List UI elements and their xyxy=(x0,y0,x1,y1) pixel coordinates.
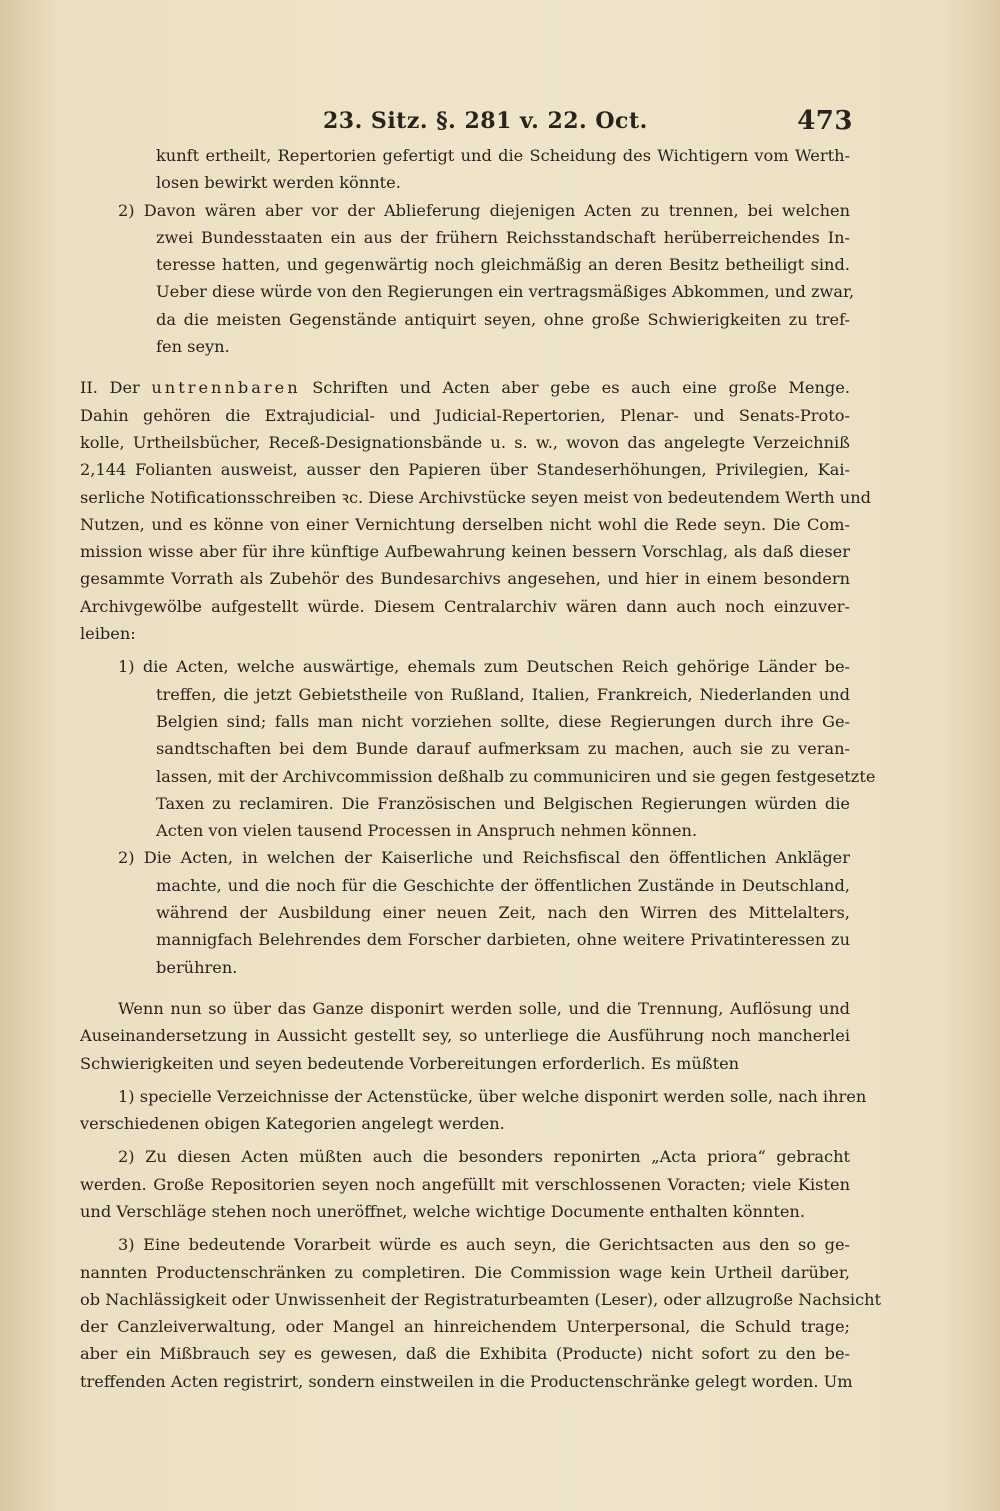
text-line: werden. Große Repositorien seyen noch angefüllt mit verschlossenen Voracten; viele Kisten xyxy=(80,1174,850,1194)
item-number: 1) xyxy=(118,657,135,677)
text-line: 2,144 Folianten ausweist, ausser den Papieren über Standeserhöhungen, Privilegien, Kai- xyxy=(80,460,850,480)
text-line: Wenn nun so über das Ganze disponirt werden solle, und die Trennung, Auflösung und xyxy=(118,998,850,1018)
point-2 xyxy=(80,1143,850,1225)
item-number: 2) xyxy=(118,200,135,220)
item-2 xyxy=(118,197,855,361)
section-lead: Der xyxy=(109,378,140,398)
text-line xyxy=(118,197,850,224)
text-line: der Canzleiverwaltung, oder Mangel an hinreichendem Unterpersonal, die Schuld trage; xyxy=(80,1317,850,1337)
text-line: losen bewirkt werden könnte. xyxy=(156,173,401,193)
text-line: Schwierigkeiten und seyen bedeutende Vorbereitungen erforderlich. Es müßten xyxy=(80,1053,740,1073)
text-line: kolle, Urtheilsbücher, Receß-Designationsbände u. s. w., wovon das angelegte Verzeichniß xyxy=(80,432,850,452)
item-number: 2) xyxy=(118,848,135,868)
point-1 xyxy=(80,1083,867,1138)
point-3 xyxy=(80,1231,882,1395)
text-line xyxy=(80,374,850,401)
text-line: nannten Productenschränken zu completiren. Die Commission wage kein Urtheil darüber, xyxy=(80,1262,850,1282)
text-line: 2) Zu diesen Acten müßten auch die besonders reponirten „Acta priora“ gebracht xyxy=(118,1147,850,1167)
text-line: ob Nachlässigkeit oder Unwissenheit der Registraturbeamten (Leser), oder allzugroße Nachsicht xyxy=(80,1289,882,1309)
item-first-line: Davon wären aber vor der Ablieferung diejenigen Acten zu trennen, bei welchen xyxy=(143,200,850,220)
text-line: sandtschaften bei dem Bunde darauf aufmerksam zu machen, auch sie zu veran- xyxy=(156,739,850,759)
page-header xyxy=(118,102,853,142)
text-line: gesammte Vorrath als Zubehör des Bundesarchivs angesehen, und hier in einem besondern xyxy=(80,569,850,589)
text-line: kunft ertheilt, Repertorien gefertigt und die Scheidung des Wichtigern vom Werth- xyxy=(156,146,850,165)
text-line: mission wisse aber für ihre künftige Aufbewahrung keinen bessern Vorschlag, als daß dieser xyxy=(80,542,850,562)
text-line: 3) Eine bedeutende Vorarbeit würde es auch seyn, die Gerichtsacten aus den so ge- xyxy=(118,1235,850,1255)
sub-item-2 xyxy=(118,844,850,980)
section-2 xyxy=(80,374,872,647)
item-first-line: die Acten, welche auswärtige, ehemals zum Deutschen Reich gehörige Länder be- xyxy=(142,657,850,677)
text-line: da die meisten Gegenstände antiquirt seyen, ohne große Schwierigkeiten zu tref- xyxy=(156,309,850,329)
text-line: fen seyn. xyxy=(156,337,230,357)
item-first-line: Die Acten, in welchen der Kaiserliche und Reichsfiscal den öffentlichen Ankläger xyxy=(143,848,850,868)
text-line: und Verschläge stehen noch uneröffnet, welche wichtige Documente enthalten könnten. xyxy=(80,1201,805,1221)
text-line: Archivgewölbe aufgestellt würde. Diesem Centralarchiv wären dann auch noch einzuver- xyxy=(80,596,850,616)
text-line: treffenden Acten registrirt, sondern einstweilen in die Productenschränke gelegt worden. Um xyxy=(80,1371,853,1391)
text-line: Auseinandersetzung in Aussicht gestellt sey, so unterliege die Ausführung noch mancherlei xyxy=(80,1026,850,1046)
text-line: lassen, mit der Archivcommission deßhalb zu communiciren und sie gegen festgesetzte xyxy=(156,766,876,786)
text-line: aber ein Mißbrauch sey es gewesen, daß die Exhibita (Producte) nicht sofort zu den be- xyxy=(80,1344,850,1364)
text-line: mannigfach Belehrendes dem Forscher darbieten, ohne weitere Privatinteressen zu xyxy=(156,930,850,950)
text-line: Belgien sind; falls man nicht vorziehen sollte, diese Regierungen durch ihre Ge- xyxy=(156,711,850,731)
text-line: leiben: xyxy=(80,624,136,644)
text-line: berühren. xyxy=(156,957,238,977)
text-line: Dahin gehören die Extrajudicial- und Judicial-Repertorien, Plenar- und Senats-Proto- xyxy=(80,405,850,425)
text-line: machte, und die noch für die Geschichte der öffentlichen Zustände in Deutschland, xyxy=(156,875,850,895)
section-first-rest: Schriften und Acten aber gebe es auch eine große Menge. xyxy=(312,378,850,398)
text-line xyxy=(118,653,850,680)
text-line: serliche Notificationsschreiben ꝛc. Diese Archivstücke seyen meist von bedeutendem Werth und xyxy=(80,487,872,507)
text-line xyxy=(118,844,850,871)
text-line: teresse hatten, und gegenwärtig noch gleichmäßig an deren Besitz betheiligt sind. xyxy=(156,255,850,275)
text-line: Nutzen, und es könne von einer Vernichtung derselben nicht wohl die Rede seyn. Die Com- xyxy=(80,514,850,534)
page-number: 473 xyxy=(797,106,853,136)
text-line: während der Ausbildung einer neuen Zeit, nach den Wirren des Mittelalters, xyxy=(156,903,850,923)
running-head: 23. Sitz. §. 281 v. 22. Oct. xyxy=(323,108,648,134)
paragraph-3 xyxy=(80,995,850,1077)
text-line: Acten von vielen tausend Processen in Anspruch nehmen können. xyxy=(156,821,698,841)
text-line: Ueber diese würde von den Regierungen ein vertragsmäßiges Abkommen, und zwar, xyxy=(156,282,855,302)
text-line: zwei Bundesstaaten ein aus der frühern Reichsstandschaft herüberreichendes In- xyxy=(156,227,850,247)
section-1-continuation xyxy=(118,142,850,197)
text-line: verschiedenen obigen Kategorien angelegt werden. xyxy=(80,1114,505,1134)
spaced-word: untrennbaren xyxy=(151,378,301,398)
text-line: Taxen zu reclamiren. Die Französischen und Belgischen Regierungen würden die xyxy=(156,793,850,813)
section-numeral: II. xyxy=(80,378,98,398)
text-line: treffen, die jetzt Gebietstheile von Rußland, Italien, Frankreich, Niederlanden und xyxy=(156,684,850,704)
sub-item-1 xyxy=(118,653,876,844)
text-line: 1) specielle Verzeichnisse der Actenstücke, über welche disponirt werden solle, nach ihren xyxy=(118,1086,867,1106)
